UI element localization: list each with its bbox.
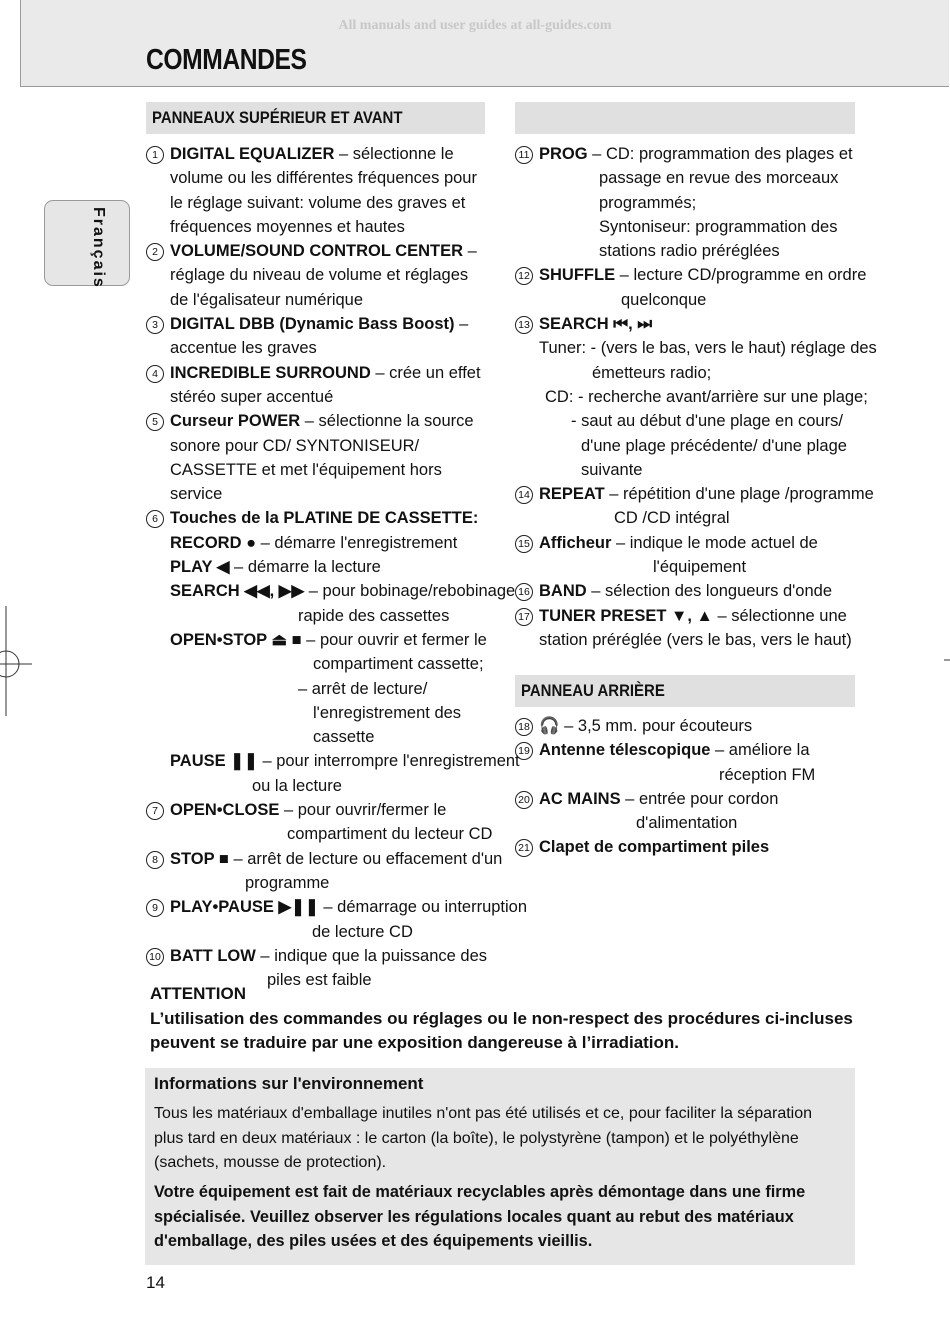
list-item: 13 SEARCH ⏮, ⏭ Tuner: - (vers le bas, vers le haut) réglage des émetteurs radio; CD: - recherche avant/arrière sur une plage; - saut au début d'une plage en cours/ d'une plage précédente/ d'une plage suivante — [515, 312, 860, 482]
item-number: 6 — [146, 510, 164, 528]
list-item: 1 DIGITAL EQUALIZER – sélectionne le volume ou les différentes fréquences pour le réglage suivant: volume des graves et fréquences moyennes et hautes — [146, 142, 491, 239]
list-item: 17 TUNER PRESET ▼, ▲ – sélectionne une station préréglée (vers le bas, vers le haut) — [515, 604, 860, 653]
item-number: 2 — [146, 243, 164, 261]
item-number: 20 — [515, 791, 533, 809]
list-item: 8 STOP ■ – arrêt de lecture ou effacement d'un programme — [146, 847, 491, 896]
cassette-search-cont: rapide des cassettes — [298, 606, 450, 625]
cassette-pause: PAUSE ❚❚ – pour interrompre l'enregistrement — [170, 752, 520, 771]
item-number: 1 — [146, 146, 164, 164]
page-title: COMMANDES — [146, 44, 307, 76]
environment-title: Informations sur l'environnement — [154, 1074, 424, 1093]
environment-text: Tous les matériaux d'emballage inutiles n'ont pas été utilisés et ce, pour faciliter la séparation plus tard en deux matériaux : le carton (la boîte), le polystyrène (tampon) et le polyéthylène (sachets, mousse de protection). — [154, 1105, 813, 1171]
item-number: 18 — [515, 718, 533, 736]
item-number: 16 — [515, 583, 533, 601]
item-number: 3 — [146, 316, 164, 334]
item-number: 11 — [515, 146, 533, 164]
cassette-play: PLAY ◀ – démarre la lecture — [170, 558, 381, 577]
list-item: 15 Afficheur – indique le mode actuel de l'équipement — [515, 531, 860, 580]
cassette-search: SEARCH ◀◀, ▶▶ – pour bobinage/rebobinage — [170, 582, 516, 601]
cassette-openstop-cont: – arrêt de lecture/ — [298, 679, 428, 698]
language-label: Français — [90, 207, 107, 289]
list-item: 7 OPEN•CLOSE – pour ouvrir/fermer le compartiment du lecteur CD — [146, 798, 491, 847]
environment-bold-text: Votre équipement est fait de matériaux recyclables après démontage dans une firme spécialisée. Veuillez observer les régulations locales quant au rebut des matériaux d'emballage, des piles usées et des équipements vieillis. — [154, 1183, 806, 1250]
page-number: 14 — [146, 1273, 165, 1292]
right-column — [515, 142, 877, 652]
item-number: 15 — [515, 535, 533, 553]
cassette-openstop-cont: l'enregistrement des — [313, 703, 462, 722]
cassette-openstop-cont: compartiment cassette; — [313, 655, 484, 674]
registration-mark-right — [944, 655, 950, 665]
section-header-rear: PANNEAU ARRIÈRE — [515, 675, 855, 707]
list-item: 16 BAND – sélection des longueurs d'onde — [515, 579, 860, 603]
list-item: 6 Touches de la PLATINE DE CASSETTE: RECORD ● – démarre l'enregistrement PLAY ◀ – démarre la lecture SEARCH ◀◀, ▶▶ – pour bobinage/rebobinage rapide des cassettes OPEN•STOP ⏏ ■ – pour ouvrir et fermer le compartiment cassette; – arrêt de lecture/ l'enregistrement des cassette PAUSE ❚❚ – pour interrompre l'enregistrement ou la lecture — [146, 506, 491, 798]
attention-line: peuvent se traduire par une exposition dangereuse à l’irradiation. — [150, 1033, 680, 1052]
cassette-openstop-cont: cassette — [313, 728, 375, 747]
registration-mark-left — [0, 606, 36, 716]
item-number: 7 — [146, 802, 164, 820]
item-number: 17 — [515, 608, 533, 626]
item-number: 13 — [515, 316, 533, 334]
list-item: 10 BATT LOW – indique que la puissance des piles est faible — [146, 944, 491, 993]
item-number: 14 — [515, 486, 533, 504]
attention-line: L’utilisation des commandes ou réglages ou le non-respect des procédures ci-incluses — [150, 1008, 853, 1028]
list-item: 5 Curseur POWER – sélectionne la source sonore pour CD/ SYNTONISEUR/ CASSETTE et met l'équipement hors service — [146, 409, 491, 506]
cassette-pause-cont: ou la lecture — [252, 776, 342, 795]
list-item: 19 Antenne télescopique – améliore la réception FM — [515, 738, 860, 787]
item-number: 4 — [146, 365, 164, 383]
attention-block — [150, 982, 853, 1056]
list-item — [515, 714, 860, 738]
rear-column — [515, 714, 860, 860]
item-number: 8 — [146, 851, 164, 869]
list-item: 12 SHUFFLE – lecture CD/programme en ordre quelconque — [515, 263, 860, 312]
section-header-blank — [515, 102, 855, 134]
cassette-openstop: OPEN•STOP ⏏ ■ – pour ouvrir et fermer le — [170, 630, 487, 649]
list-item: 20 AC MAINS – entrée pour cordon d'alimentation — [515, 787, 860, 836]
list-item: 4 INCREDIBLE SURROUND – crée un effet stéréo super accentué — [146, 361, 491, 410]
list-item: 21 Clapet de compartiment piles — [515, 835, 860, 859]
section-header-front: PANNEAUX SUPÉRIEUR ET AVANT — [146, 102, 485, 134]
headphones-text: 🎧 – 3,5 mm. pour écouteurs — [539, 717, 753, 735]
item-number: 21 — [515, 839, 533, 857]
list-item: 11 PROG – CD: programmation des plages et passage en revue des morceaux programmés; Syntoniseur: programmation des stations radio préréglées — [515, 142, 860, 263]
list-item: 3 DIGITAL DBB (Dynamic Bass Boost) – accentue les graves — [146, 312, 491, 361]
item-number: 5 — [146, 413, 164, 431]
item-number: 12 — [515, 267, 533, 285]
watermark: All manuals and user guides at all-guides.com — [338, 18, 612, 33]
cassette-record: RECORD ● – démarre l'enregistrement — [170, 533, 458, 552]
list-item: 9 PLAY•PAUSE ▶❚❚ – démarrage ou interruption de lecture CD — [146, 895, 491, 944]
attention-title: ATTENTION — [150, 984, 247, 1003]
language-tab — [44, 200, 130, 289]
environment-box — [145, 1068, 855, 1265]
list-item: 14 REPEAT – répétition d'une plage /programme CD /CD intégral — [515, 482, 860, 531]
item-number: 19 — [515, 742, 533, 760]
item-number: 9 — [146, 899, 164, 917]
item-number: 10 — [146, 948, 164, 966]
list-item: 2 VOLUME/SOUND CONTROL CENTER – réglage du niveau de volume et réglages de l'égalisateur numérique — [146, 239, 491, 312]
